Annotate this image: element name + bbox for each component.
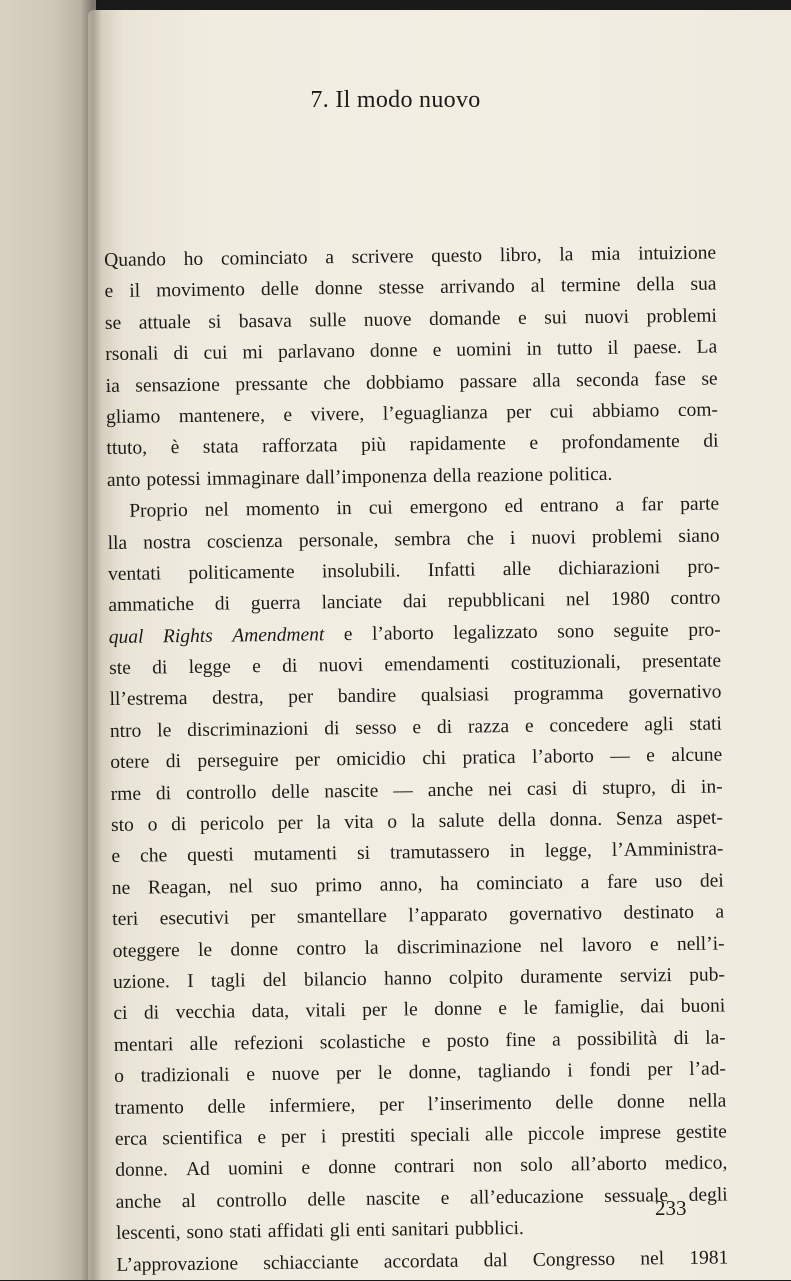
text-line: ne Reagan, nel suo primo anno, ha cominciato a fare uso dei [111, 870, 724, 899]
text-line: qual Rights Amendment e l’aborto legalizzato sono seguite pro- [108, 619, 721, 648]
text-line: erca scientifica e per i prestiti speciali alle piccole imprese gestite [114, 1121, 727, 1150]
text-line: sto o di pericolo per la vita o la salute della donna. Senza aspet- [110, 807, 724, 836]
text-line: lla nostra coscienza personale, sembra che i nuovi problemi siano [107, 525, 720, 554]
text-line: tramento delle infermiere, per l’inserimento delle donne nella [114, 1090, 727, 1119]
text-line: otere di perseguire per omicidio chi pratica l’aborto — e alcune [110, 744, 723, 774]
text-line: anto potessi immaginare dall’imponenza della reazione politica. [106, 463, 613, 491]
text-line: ci di vecchia data, vitali per le donne e le famiglie, dai buoni [113, 995, 726, 1025]
text-line: e che questi mutamenti si tramutassero in legge, l’Amministra- [111, 838, 724, 868]
text-line: L’approvazione schiacciante accordata dal Congresso nel 1981 [116, 1246, 729, 1276]
text-line: gliamo mantenere, e vivere, l’eguaglianza per cui abbiamo com- [105, 399, 719, 428]
text-line: Proprio nel momento in cui emergono ed entrano a far parte [129, 493, 720, 522]
text-line: o tradizionali e nuove per le donne, tagliando i fondi per l’ad- [114, 1058, 727, 1088]
text-line: rme di controllo delle nascite — anche nei casi di stupro, di in- [110, 776, 723, 805]
text-line: ia sensazione pressante che dobbiamo passare alla seconda fase se [105, 368, 718, 397]
text-line: ste di legge e di nuovi emendamenti costituzionali, presentate [109, 650, 722, 680]
text-line: e il movimento delle donne stesse arrivando al termine della sua [104, 273, 717, 303]
text-line: oteggere le donne contro la discriminazione nel lavoro e nell’i- [112, 933, 725, 962]
spine-shadow [80, 0, 102, 1280]
text-line: ntro le discriminazioni di sesso e di razza e concedere agli stati [109, 713, 723, 742]
text-line: ttuto, è stata rafforzata più rapidamente e profondamente di [106, 430, 719, 460]
text-line: lescenti, sono stati affidati gli enti sanitari pubblici. [115, 1218, 524, 1245]
body-text [104, 238, 729, 1281]
text-line: mentari alle refezioni scolastiche e posto fine a possibilità di la- [113, 1027, 726, 1056]
page-number: 233 [655, 1196, 687, 1220]
chapter-title: 7. Il modo nuovo [310, 87, 481, 113]
text-line: teri esecutivi per smantellare l’apparato governativo destinato a [112, 901, 725, 931]
text-line: anche al controllo delle nascite e all’educazione sessuale degli [115, 1184, 728, 1213]
text-line: ammatiche di guerra lanciate dai repubblicani nel 1980 contro [108, 587, 721, 617]
text-line: se attuale si basava sulle nuove domande e sui nuovi problemi [104, 305, 718, 334]
text-line: uzione. I tagli del bilancio hanno colpito duramente servizi pub- [112, 964, 726, 993]
text-line: rsonali di cui mi parlavano donne e uomini in tutto il paese. La [105, 336, 718, 366]
text-line: donne. Ad uomini e donne contrari non solo all’aborto medico, [115, 1152, 728, 1182]
text-line: Quando ho cominciato a scrivere questo libro, la mia intuizione [104, 242, 717, 271]
text-line: ll’estrema destra, per bandire qualsiasi programma governativo [109, 681, 722, 711]
text-line: ventati politicamente insolubili. Infatti alle dichiarazioni pro- [107, 556, 721, 585]
